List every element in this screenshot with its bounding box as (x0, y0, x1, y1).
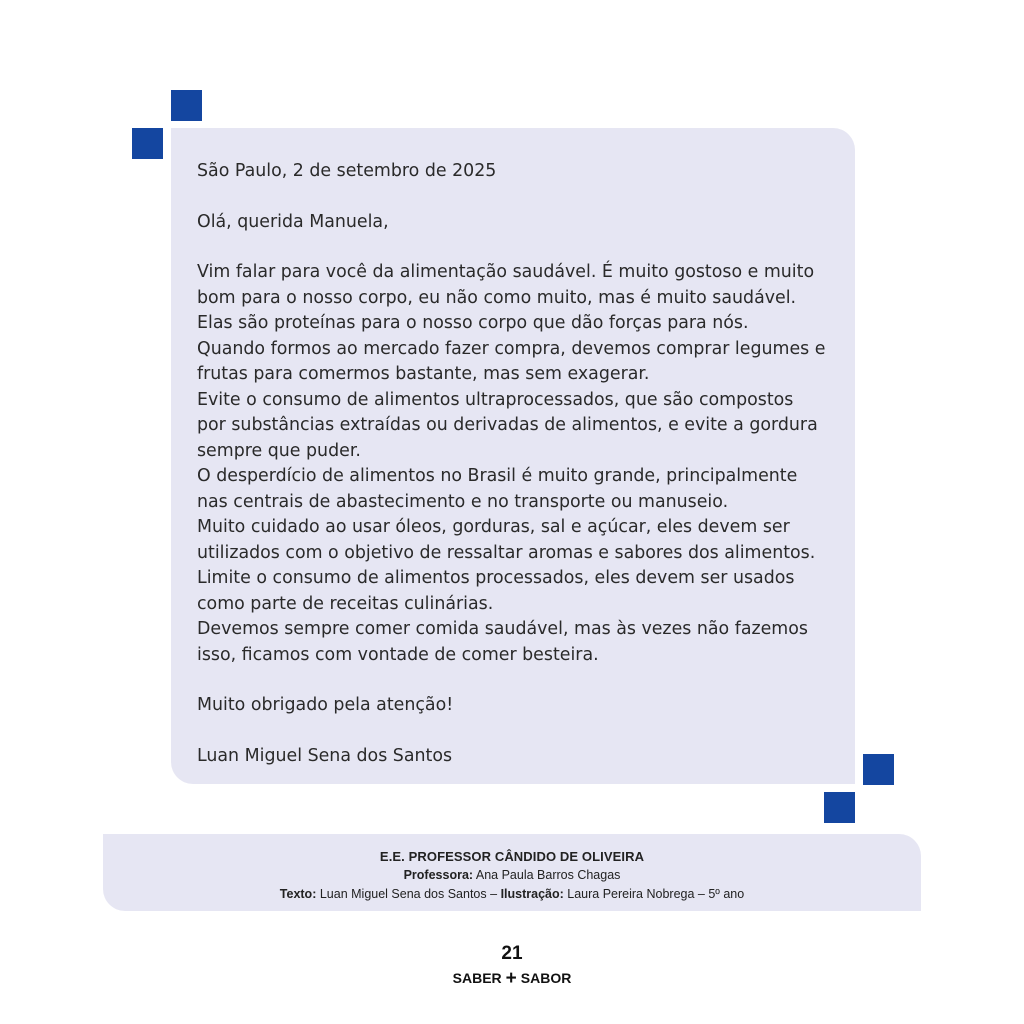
letter-line: Quando formos ao mercado fazer compra, devemos comprar legumes e (197, 338, 826, 359)
credits-panel (103, 834, 921, 911)
letter-line: Vim falar para você da alimentação saudável. É muito gostoso e muito (197, 262, 815, 282)
letter-line: Limite o consumo de alimentos processados, eles devem ser usados (197, 568, 795, 588)
school-name: E.E. PROFESSOR CÂNDIDO DE OLIVEIRA (379, 849, 645, 864)
letter-line: isso, ficamos com vontade de comer besteira. (197, 644, 599, 665)
letter-closing: Muito obrigado pela atenção! (197, 695, 454, 715)
teacher-label: Professora: (403, 868, 474, 882)
brand-footer (0, 968, 1024, 990)
letter-line: Muito cuidado ao usar óleos, gorduras, sal e açúcar, eles devem ser (197, 517, 790, 537)
illustration-author: Laura Pereira Nobrega (567, 887, 695, 901)
decorative-square-top-right (171, 90, 202, 121)
teacher-name: Ana Paula Barros Chagas (475, 868, 621, 882)
decorative-square-bottom-right (863, 754, 894, 785)
plus-icon: + (505, 968, 517, 989)
letter-line: Elas são proteínas para o nosso corpo que dão forças para nós. (197, 313, 749, 333)
illustration-label: Ilustração: (500, 887, 564, 901)
letter-line: Devemos sempre comer comida saudável, mas às vezes não fazemos (197, 619, 808, 639)
letter-greeting: Olá, querida Manuela, (197, 211, 389, 232)
letter-panel (171, 128, 855, 784)
decorative-square-top-left (132, 128, 163, 159)
spacer (197, 185, 829, 210)
text-label: Texto: (279, 887, 317, 901)
letter-line: bom para o nosso corpo, eu não como muito, mas é muito saudável. (197, 287, 797, 308)
spacer (197, 719, 829, 744)
letter-line: Evite o consumo de alimentos ultraprocessados, que são compostos (197, 389, 794, 410)
letter-line: por substâncias extraídas ou derivadas de alimentos, e evite a gordura (197, 415, 818, 435)
letter-line: nas centrais de abastecimento e no transporte ou manuseio. (197, 491, 729, 512)
letter-line: sempre que puder. (197, 440, 361, 461)
brand-right: SABOR (520, 970, 572, 986)
spacer (197, 668, 829, 693)
spacer (197, 235, 829, 260)
page-number: 21 (501, 943, 523, 964)
brand-left: SABER (452, 970, 502, 986)
decorative-square-bottom-left (824, 792, 855, 823)
letter-body (197, 260, 829, 668)
letter-line: frutas para comermos bastante, mas sem exagerar. (197, 364, 650, 384)
letter-signature: Luan Miguel Sena dos Santos (197, 745, 453, 766)
teacher-line (103, 866, 921, 885)
text-author: Luan Miguel Sena dos Santos (319, 887, 487, 901)
grade: 5º ano (708, 887, 745, 901)
authors-line (103, 885, 921, 904)
letter-line: utilizados com o objetivo de ressaltar aromas e sabores dos alimentos. (197, 542, 816, 563)
separator: – (490, 887, 498, 901)
letter-date: São Paulo, 2 de setembro de 2025 (197, 161, 497, 181)
letter-line: O desperdício de alimentos no Brasil é muito grande, principalmente (197, 466, 798, 486)
letter-line: como parte de receitas culinárias. (197, 593, 494, 614)
separator: – (697, 887, 705, 901)
